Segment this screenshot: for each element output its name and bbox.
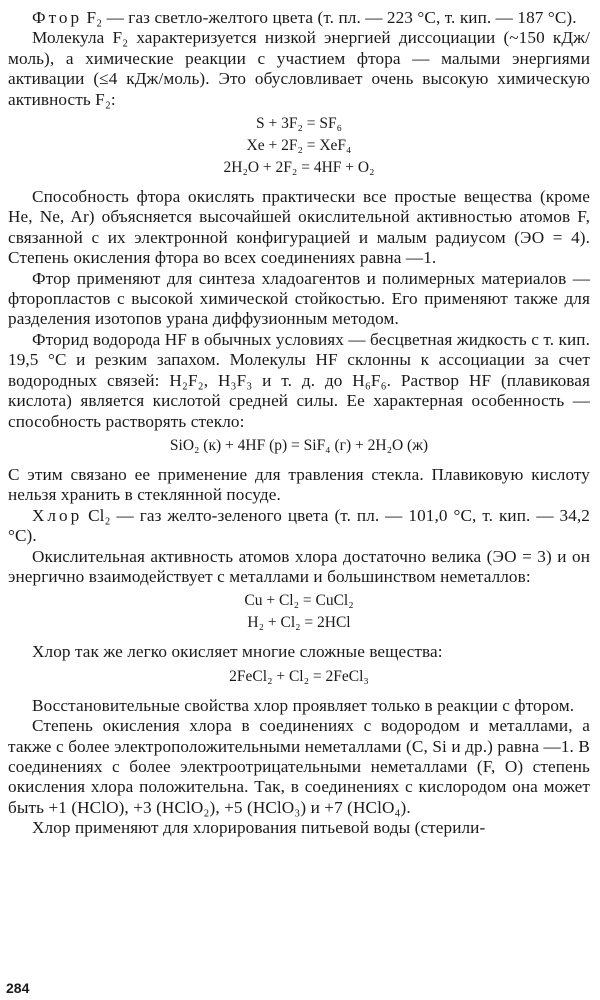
equation-cu-cl2: Cu + Cl₂ = CuCl₂	[244, 592, 354, 610]
paragraph-chlorine-intro	[8, 506, 590, 547]
term-fluorine: Фтор	[32, 8, 83, 27]
equation-s-sf6: S + 3F₂ = SF₆	[255, 115, 343, 133]
equation-block-chlorine	[8, 590, 590, 634]
paragraph-text: F₂ — газ светло-желтого цвета (т. пл. — 223 °С, т. кип. — 187 °С).	[82, 8, 577, 27]
paragraph-chlorine-reducing: Восстановительные свойства хлор проявляет только в реакции с фтором.	[32, 695, 575, 715]
paragraph-chlorine-complex: Хлор так же легко окисляет многие сложные вещества:	[32, 642, 443, 662]
equation-xe-xef4: Xe + 2F₂ = XeF₄	[246, 137, 352, 155]
page-number: 284	[6, 980, 30, 996]
paragraph-fluorine-uses: Фтор применяют для синтеза хладоагентов и полимерных материалов — фторопластов с высокой химической стойкостью. Его применяют также для разделения изотопов урана диффузионным методом.	[8, 268, 590, 329]
paragraph-hydrogen-fluoride: Фторид водорода HF в обычных условиях — бесцветная жидкость с т. кип. 19,5 °С и резким запахом. Молекулы HF склонны к ассоциации за счет водородных связей: H₂F₂, H₃F₃ и т. д. до H₆F₆. Раствор HF (плавиковая кислота) является кислотой средней силы. Ее характерная особенность — способность растворять стекло:	[8, 329, 590, 431]
term-chlorine: Хлор	[32, 505, 83, 525]
equation-block-fecl	[8, 666, 590, 688]
paragraph-chlorine-oxidation-states: Степень окисления хлора в соединениях с водородом и металлами, а также с более электроположительными неметаллами (C, Si и др.) равна —1. В соединениях с более электроотрицательными неметаллами (F, O) степень окисления хлора положительна. Так, в соединениях с кислородом она может быть +1 (HClO), +3 (HClO₂), +5 (HClO₃) и +7 (HClO₄).	[8, 716, 590, 817]
equation-sio2-hf: SiO₂ (к) + 4HF (р) = SiF₄ (г) + 2H₂O (ж)	[169, 436, 429, 454]
equation-water-fluorine: 2H₂O + 2F₂ = 4HF + O₂	[223, 159, 375, 177]
paragraph-chlorine-uses: Хлор применяют для хлорирования питьевой воды (стерили-	[32, 818, 486, 838]
equation-block-hf	[8, 435, 590, 457]
equation-fecl2-cl2: 2FeCl₂ + Cl₂ = 2FeCl₃	[229, 667, 369, 685]
paragraph-fluorine-oxidation: Способность фтора окислять практически все простые вещества (кроме He, Ne, Ar) объясняется высочайшей окислительной активностью атомов F, связанной с их электронной конфигурацией и малым радиусом (ЭО = 4). Степень окисления фтора во всех соединениях равна —1.	[8, 187, 590, 268]
paragraph-glass-etching: С этим связано ее применение для травления стекла. Плавиковую кислоту нельзя хранить в стеклянной посуде.	[8, 464, 590, 505]
equation-h2-cl2: H₂ + Cl₂ = 2HCl	[247, 614, 351, 632]
paragraph-fluorine-intro	[8, 8, 590, 28]
paragraph-chlorine-activity: Окислительная активность атомов хлора достаточно велика (ЭО = 3) и он энергично взаимодействует с металлами и большинством неметаллов:	[8, 546, 590, 586]
paragraph-f2-dissociation: Молекула F₂ характеризуется низкой энергией диссоциации (~150 кДж/моль), а химические реакции с участием фтора — малыми энергиями активации (≤4 кДж/моль). Это обусловливает очень высокую химическую активность F₂:	[8, 28, 590, 109]
equation-block-fluorine	[8, 113, 590, 179]
paragraph-text: Cl₂ — газ желто-зеленого цвета (т. пл. — 101,0 °С, т. кип. — 34,2 °С).	[8, 505, 590, 546]
